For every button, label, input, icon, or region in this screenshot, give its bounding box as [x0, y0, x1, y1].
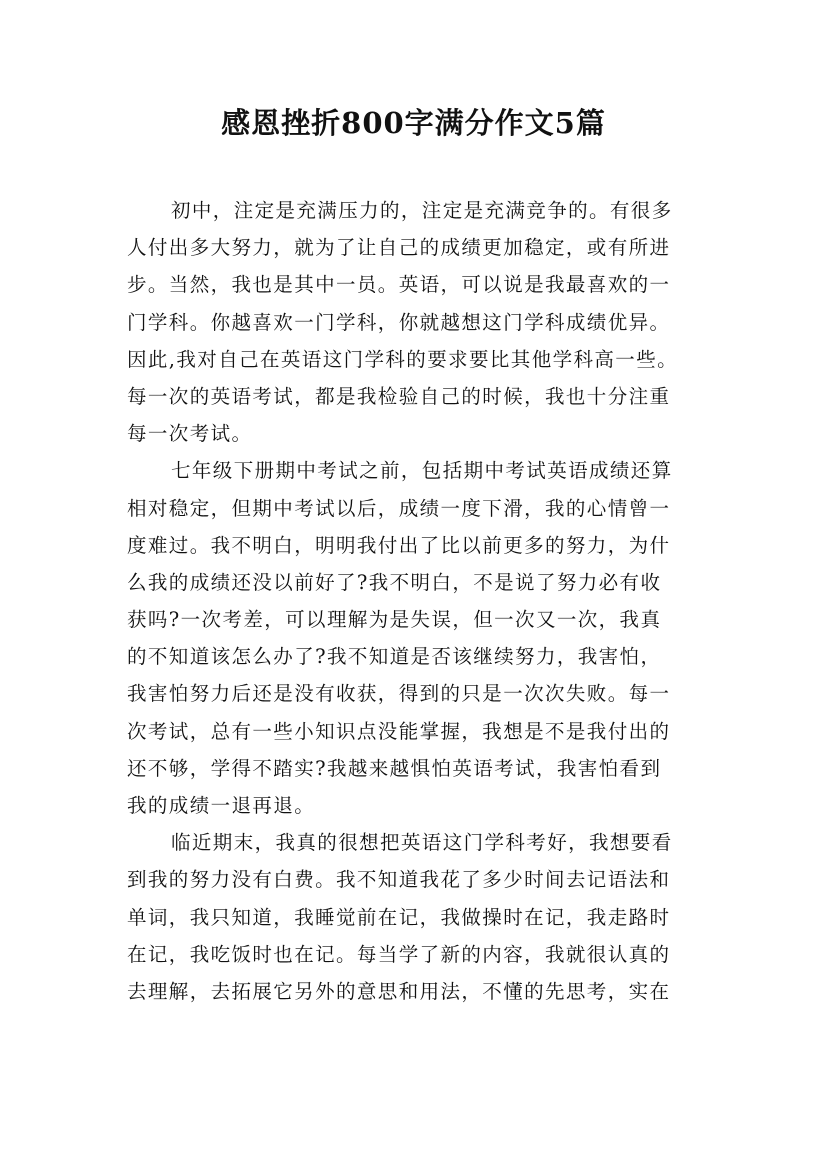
text-line: 的不知道该怎么办了?我不知道是否该继续努力，我害怕， — [127, 645, 662, 669]
text-line: 步。当然，我也是其中一员。英语，可以说是我最喜欢的一 — [127, 273, 671, 297]
text-line: 我的成绩一退再退。 — [127, 794, 316, 817]
text-line: 还不够，学得不踏实?我越来越惧怕英语考试，我害怕看到 — [127, 756, 662, 780]
text-line: 单词，我只知道，我睡觉前在记，我做操时在记，我走路时 — [127, 905, 671, 929]
text-line: 七年级下册期中考试之前，包括期中考试英语成绩还算 — [171, 459, 673, 483]
text-line: 人付出多大努力，就为了让自己的成绩更加稳定，或有所进 — [127, 236, 671, 260]
text-line: 我害怕努力后还是没有收获，得到的只是一次次失败。每一 — [127, 682, 671, 706]
text-line: 门学科。你越喜欢一门学科，你就越想这门学科成绩优异。 — [127, 310, 671, 334]
text-line: 度难过。我不明白，明明我付出了比以前更多的努力，为什 — [127, 533, 671, 557]
text-line: 在记，我吃饭时也在记。每当学了新的内容，我就很认真的 — [127, 942, 671, 966]
text-line: 临近期末，我真的很想把英语这门学科考好，我想要看 — [171, 831, 673, 855]
text-line: 次考试，总有一些小知识点没能掌握，我想是不是我付出的 — [127, 719, 671, 743]
text-line: 么我的成绩还没以前好了?我不明白，不是说了努力必有收 — [127, 570, 662, 594]
text-line: 初中，注定是充满压力的，注定是充满竞争的。有很多 — [171, 199, 673, 222]
text-line: 到我的努力没有白费。我不知道我花了多少时间去记语法和 — [127, 868, 671, 892]
text-line: 去理解，去拓展它另外的意思和用法，不懂的先思考，实在 — [127, 979, 671, 1003]
text-line: 获吗?一次考差，可以理解为是失误，但一次又一次，我真 — [127, 608, 662, 632]
text-line: 每一次考试。 — [127, 422, 253, 446]
document-title: 感恩挫折800字满分作文5篇 — [221, 106, 606, 140]
text-line: 因此,我对自己在英语这门学科的要求要比其他学科高一些。 — [127, 347, 678, 371]
text-line: 每一次的英语考试，都是我检验自己的时候，我也十分注重 — [127, 384, 671, 408]
text-line: 相对稳定，但期中考试以后，成绩一度下滑，我的心情曾一 — [127, 496, 671, 520]
document-body — [127, 192, 707, 1010]
